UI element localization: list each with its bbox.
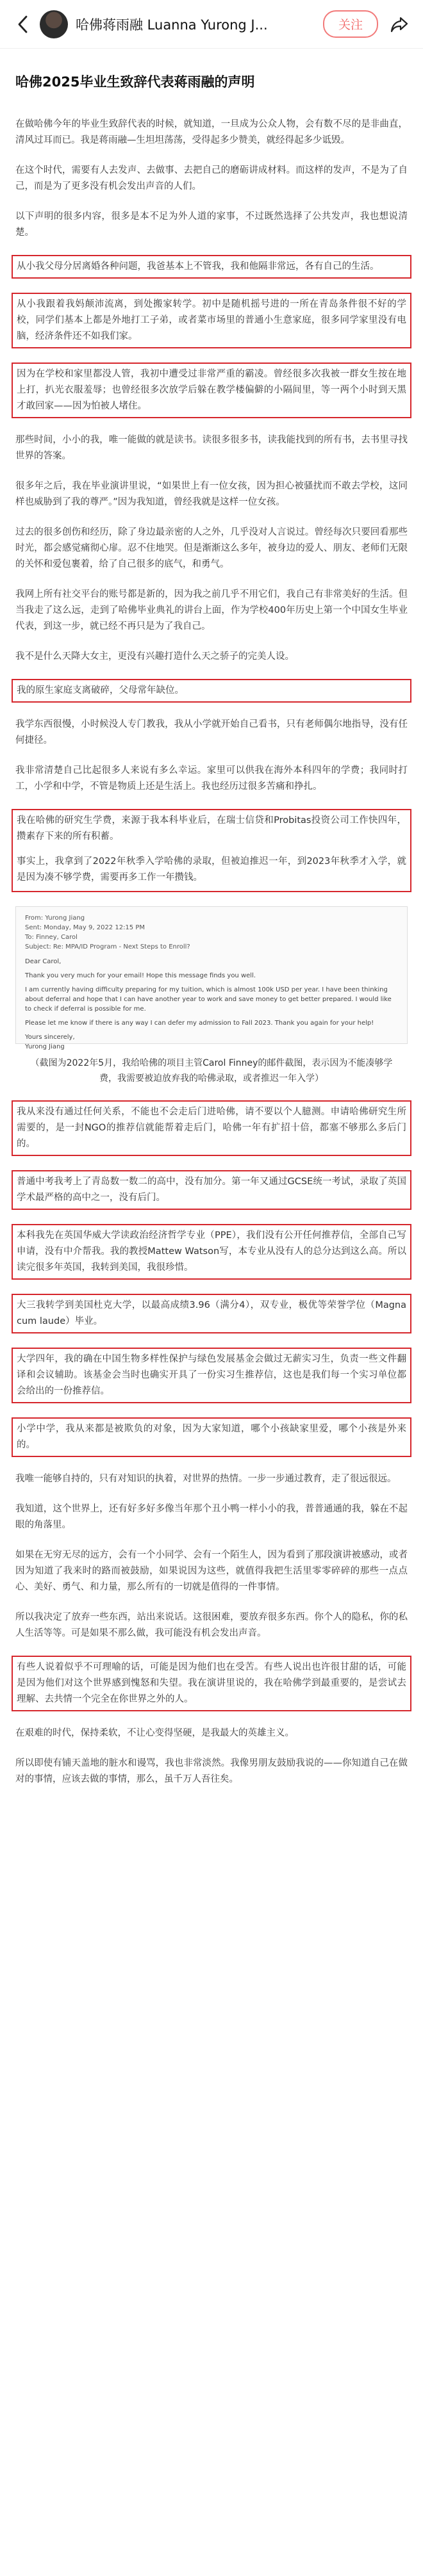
- paragraph: 所以即使有铺天盖地的脏水和谩骂，我也非常淡然。我像男朋友鼓励我说的——你知道自己在做对的事情，应该去做的事情，那么，虽千万人吾往矣。: [15, 1758, 408, 1784]
- paragraph: 我不是什么天降大女主，更没有兴趣打造什么天之骄子的完美人设。: [15, 651, 294, 662]
- highlighted-paragraph: 因为在学校和家里都没人管，我初中遭受过非常严重的霸凌。曾经很多次我被一群女生按在地上打，扒光衣服羞辱；也曾经很多次放学后躲在教学楼偏僻的小隔间里，等一两个小时到天黑才敢回家——因为怕被人堵住。: [12, 363, 411, 418]
- paragraph: 我网上所有社交平台的账号都是新的，因为我之前几乎不用它们，我自己有非常美好的生活。但当我走了这么远，走到了哈佛毕业典礼的讲台上面，作为学校400年历史上第一个中国女生毕业代表，到这一步，就已经不再只是为了我自己。: [15, 589, 408, 632]
- email-sign: Yurong Jiang: [25, 1043, 65, 1050]
- paragraph: 在这个时代，需要有人去发声、去做事、去把自己的磨砺讲成材料。而这样的发声，不是为了自己，而是为了更多没有机会发出声音的人们。: [15, 165, 408, 192]
- email-line: Please let me know if there is any way I can defer my admission to Fall 2023. Thank you again for your help!: [25, 1020, 374, 1027]
- paragraph: 很多年之后，我在毕业演讲里说，“如果世上有一位女孩，因为担心被骚扰而不敢去学校，这同样也威胁到了我的尊严。”因为我知道，曾经我就是这样一位女孩。: [15, 481, 408, 507]
- email-screenshot: [15, 906, 408, 1050]
- paragraph: 所以我决定了放弃一些东西，站出来说话。这很困难，要放弃很多东西。你个人的隐私，你的私人生活等等。可是如果不那么做，我可能没有机会发出声音。: [15, 1612, 408, 1638]
- paragraph: 我在哈佛的研究生学费，来源于我本科毕业后，在瑞士信贷和Probitas投资公司工作快四年，攒素存下来的所有积蓄。: [17, 815, 406, 842]
- highlighted-paragraph: 有些人说着似乎不可理喻的话，可能是因为他们也在受苦。有些人说出也许很甘甜的话，可能是因为他们对这个世界感到愧怒和失望。我在演讲里说的，我在哈佛学到最重要的，是尝试去理解、去共情一个完全在你世界之外的人。: [12, 1656, 411, 1711]
- paragraph: 如果在无穷无尽的远方，会有一个小同学、会有一个陌生人，因为看到了那段演讲被感动，或者因为知道了我来时的路而被鼓励，如果说因为这些，就值得我把生活里零零碎碎的那些一点点心、美好、勇气、和力量，那么所有的一切就是值得的一件事情。: [15, 1550, 408, 1592]
- paragraph: 我唯一能够自持的，只有对知识的执着，对世界的热情。一步一步通过教育，走了很远很远。: [15, 1474, 397, 1484]
- highlighted-paragraph: 大学四年，我的确在中国生物多样性保护与绿色发展基金会做过无薪实习生，负责一些文件翻译和会议辅助。该基金会当时也确实开具了一份实习生推荐信，这也是我们每一个实习单位都会给出的一份推荐信。: [12, 1348, 411, 1403]
- paragraph: 在艰难的时代，保持柔软，不让心变得坚硬，是我最大的英雄主义。: [15, 1728, 294, 1738]
- top-bar: [0, 0, 423, 49]
- tuition-box: [12, 809, 411, 892]
- email-line: Thank you very much for your email! Hope this message finds you well.: [25, 972, 256, 979]
- paragraph: 在做哈佛今年的毕业生致辞代表的时候，就知道，一旦成为公众人物，会有数不尽的是非曲直，清风过耳而已。我是蒋雨融—生坦坦荡荡，受得起多少赞美，就经得起多少诋毁。: [15, 119, 408, 145]
- share-icon: [390, 15, 409, 34]
- follow-button[interactable]: 关注: [323, 10, 378, 38]
- email-greeting: Dear Carol,: [25, 958, 62, 965]
- email-sign: Yours sincerely,: [25, 1034, 75, 1041]
- paragraph: 我知道，这个世界上，还有好多好多像当年那个丑小鸭一样小小的我，普普通通的我，躲在不起眼的角落里。: [15, 1504, 408, 1530]
- article-body: [0, 49, 423, 1788]
- back-button[interactable]: [13, 15, 32, 34]
- paragraph: 过去的很多创伤和经历，除了身边最亲密的人之外，几乎没对人言说过。曾经每次只要回看那些时光，都会感觉痛彻心扉。忍不住地哭。但是渐渐这么多年，被身边的爱人、朋友、老师们无限的关怀和爱包裹着，给了自己很多的底气，和勇气。: [15, 527, 408, 569]
- highlighted-paragraph: 从小我父母分居离婚各种问题，我爸基本上不管我，我和他隔非常远，各有自己的生活。: [12, 255, 411, 279]
- email-from: From: Yurong Jiang: [25, 915, 85, 922]
- chevron-left-icon: [17, 15, 28, 33]
- author-name[interactable]: 哈佛蒋雨融 Luanna Yurong J...: [76, 17, 268, 33]
- paragraph: 我学东西很慢，小时候没人专门教我，我从小学就开始自己看书，只有老师偶尔地指导，没有任何捷径。: [15, 719, 408, 746]
- highlighted-paragraph: 我从来没有通过任何关系，不能也不会走后门进哈佛，请不要以个人臆测。申请哈佛研究生所需要的，是一封NGO的推荐信就能帮着走后门，哈佛一年有扩招十倍，都塞不够那么多后门的。: [12, 1100, 411, 1156]
- paragraph: 事实上，我拿到了2022年秋季入学哈佛的录取，但被迫推迟一年，到2023年秋季才入学，就是因为凑不够学费，需要再多工作一年攒钱。: [17, 856, 406, 883]
- avatar[interactable]: [40, 10, 68, 38]
- highlighted-paragraph: 普通中考我考上了青岛数一数二的高中，没有加分。第一年又通过GCSE统一考试，录取了英国学术最严格的高中之一，没有后门。: [12, 1170, 411, 1210]
- highlighted-paragraph: 小学中学，我从来都是被欺负的对象，因为大家知道，哪个小孩缺家里爱，哪个小孩是外来的。: [12, 1417, 411, 1457]
- article-title: 哈佛2025毕业生致辞代表蒋雨融的声明: [15, 74, 255, 90]
- paragraph: 我非常清楚自己比起很多人来说有多么幸运。家里可以供我在海外本科四年的学费；我同时打工，小学和中学，不管是物质上还是生活上。我也经历过很多苦痛和挣扎。: [15, 765, 408, 792]
- highlighted-paragraph: 本科我先在英国华威大学读政治经济哲学专业（PPE），我们没有公开任何推荐信，全部自己写申请，没有中介帮我。我的教授Mattew Watson写，本专业从没有人的总分达到这么高。所以读完很多年英国，我转到美国，我很珍惜。: [12, 1224, 411, 1280]
- highlighted-paragraph: 大三我转学到美国杜克大学，以最高成绩3.96（满分4），双专业，极优等荣誉学位（Magna cum laude）毕业。: [12, 1294, 411, 1333]
- email-caption: （截图为2022年5月，我给哈佛的项目主管Carol Finney的邮件截图，表示因为不能凑够学费，我需要被迫放弃我的哈佛录取，或者推迟一年入学）: [30, 1058, 393, 1084]
- email-sent: Sent: Monday, May 9, 2022 12:15 PM: [25, 924, 145, 931]
- email-line: I am currently having difficulty preparing for my tuition, which is almost 100k USD per year. I have been thinking about deferral and hope that I can have another year to work and save money to get better prepared. I would like to check if deferral is possible for me.: [25, 986, 392, 1013]
- email-subject: Subject: Re: MPA/ID Program - Next Steps to Enroll?: [25, 943, 190, 950]
- highlighted-paragraph: 我的原生家庭支离破碎，父母常年缺位。: [12, 679, 411, 703]
- email-to: To: Finney, Carol: [25, 934, 78, 941]
- highlighted-paragraph: 从小我跟着我妈颠沛流离，到处搬家转学。初中是随机摇号进的一所在青岛条件很不好的学校，同学们基本上都是外地打工子弟，或者菜市场里的普通小生意家庭，很多同学家里没有电脑，经济条件还不如我们家。: [12, 293, 411, 348]
- paragraph: 以下声明的很多内容，很多是本不足为外人道的家事，不过既然选择了公共发声，我也想说清楚。: [15, 211, 408, 238]
- share-button[interactable]: [388, 13, 410, 35]
- paragraph: 那些时间，小小的我，唯一能做的就是读书。读很多很多书，读我能找到的所有书，去书里寻找世界的答案。: [15, 435, 408, 461]
